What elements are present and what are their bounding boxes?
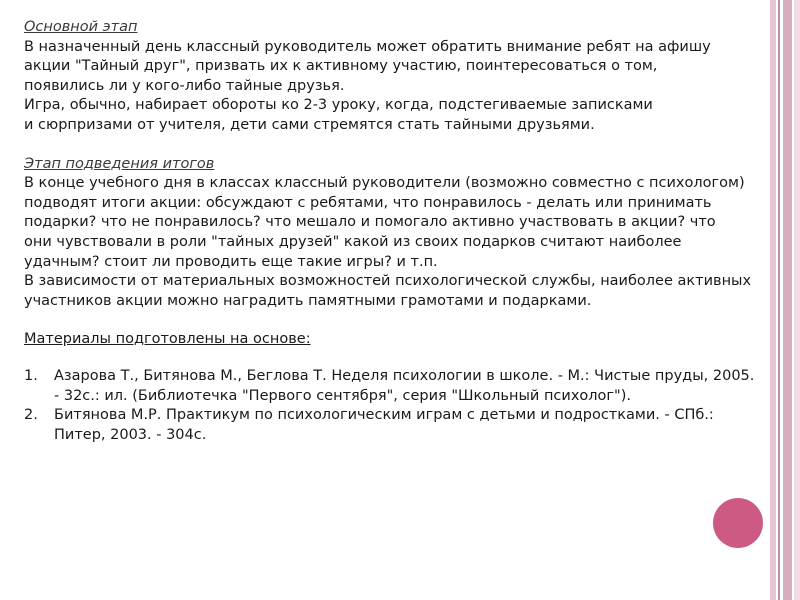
text-line: подводят итоги акции: обсуждают с ребятами, что понравилось - делать или принимать (24, 194, 712, 211)
text-line: акции "Тайный друг", призвать их к активному участию, поинтересоваться о том, (24, 58, 658, 75)
slide-content (24, 18, 759, 445)
border-stripe (783, 0, 792, 600)
reference-item (24, 367, 759, 406)
references-list (24, 367, 759, 445)
text-line: удачным? стоит ли проводить еще такие игры? и т.п. (24, 253, 438, 270)
reference-number: 1. (24, 367, 38, 384)
spacer (24, 350, 759, 367)
border-stripe (770, 0, 776, 600)
spacer (24, 136, 759, 155)
text-line: Питер, 2003. - 304с. (54, 426, 207, 443)
text-line: появились ли у кого-либо тайные друзья. (24, 77, 345, 94)
text-line: В назначенный день классный руководитель может обратить внимание ребят на афишу (24, 38, 711, 55)
text-line: подарки? что не понравилось? что мешало и помогало активно участвовать в акции? что (24, 214, 716, 231)
paragraph-rewards (24, 272, 759, 311)
decorative-border-stripes (770, 0, 800, 600)
text-line: и сюрпризами от учителя, дети сами стремятся стать тайными друзьями. (24, 116, 595, 133)
section-heading-summary-stage: Этап подведения итогов (24, 155, 215, 172)
reference-item (24, 406, 759, 445)
section-heading-main-stage: Основной этап (24, 19, 138, 35)
text-line: В зависимости от материальных возможностей психологической службы, наиболее активных (24, 273, 752, 290)
text-line: В конце учебного дня в классах классный руководители (возможно совместно с психологом) (24, 175, 745, 192)
decorative-circle (713, 498, 763, 548)
text-line: - 32с.: ил. (Библиотечка "Первого сентября", серия "Школьный психолог"). (54, 387, 631, 404)
text-line: они чувствовали в роли "тайных друзей" какой из своих подарков считают наиболее (24, 233, 682, 250)
text-line: Игра, обычно, набирает обороты ко 2-3 уроку, когда, подстегиваемые записками (24, 97, 653, 114)
references-heading: Материалы подготовлены на основе: (24, 331, 311, 348)
border-stripe (794, 0, 800, 600)
text-line: участников акции можно наградить памятными грамотами и подарками. (24, 292, 592, 309)
reference-number: 2. (24, 407, 38, 424)
border-stripe (778, 0, 780, 600)
spacer (24, 311, 759, 330)
paragraph-summary (24, 174, 759, 272)
text-line: Битянова М.Р. Практикум по психологическим играм с детьми и подростками. - СПб.: (54, 407, 714, 424)
text-line: Азарова Т., Битянова М., Беглова Т. Неделя психологии в школе. - М.: Чистые пруды, 2005. (54, 367, 755, 384)
